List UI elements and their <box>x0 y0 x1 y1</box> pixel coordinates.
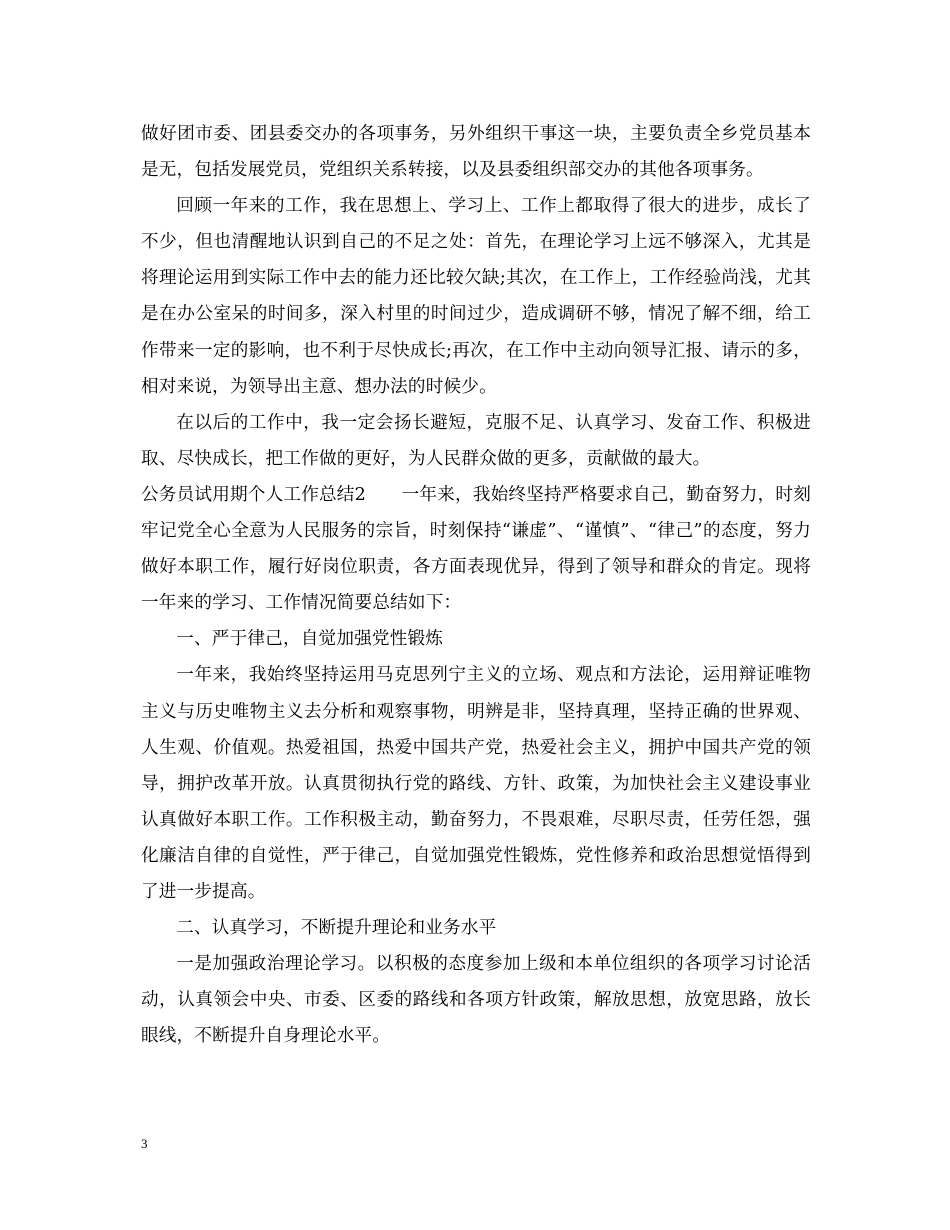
section-heading-2: 二、认真学习，不断提升理论和业务水平 <box>176 918 497 939</box>
paragraph-summary-2-intro: 公务员试用期个人工作总结2 一年来，我始终坚持严格要求自己，勤奋努力，时刻牢记党全心全意为人民服务的宗旨，时刻保持“谦虚”、“谨慎”、“律己”的态度，努力做好本职工作，履行好岗位职责，各方面表现优异，得到了领导和群众的肯定。现将一年来的学习、工作情况简要总结如下： <box>141 484 811 614</box>
section-heading-1: 一、严于律己，自觉加强党性锻炼 <box>176 629 444 650</box>
paragraph-future-work: 在以后的工作中，我一定会扬长避短，克服不足、认真学习、发奋工作、积极进取、尽快成长，把工作做的更好，为人民群众做的更多，贡献做的最大。 <box>141 412 811 469</box>
paragraph-continuation: 做好团市委、团县委交办的各项事务，另外组织干事这一块，主要负责全乡党员基本是无，包括发展党员，党组织关系转接，以及县委组织部交办的其他各项事务。 <box>141 124 811 181</box>
paragraph-political-study: 一是加强政治理论学习。以积极的态度参加上级和本单位组织的各项学习讨论活动，认真领会中央、市委、区委的路线和各项方针政策，解放思想，放宽思路，放长眼线，不断提升自身理论水平。 <box>141 954 811 1047</box>
page-number: 3 <box>141 1136 148 1151</box>
document-body <box>141 116 811 1054</box>
paragraph-review: 回顾一年来的工作，我在思想上、学习上、工作上都取得了很大的进步，成长了不少，但也清醒地认识到自己的不足之处：首先，在理论学习上远不够深入，尤其是将理论运用到实际工作中去的能力还比较欠缺;其次，在工作上，工作经验尚浅，尤其是在办公室呆的时间多，深入村里的时间过少，造成调研不够，情况了解不细，给工作带来一定的影响，也不利于尽快成长;再次，在工作中主动向领导汇报、请示的多，相对来说，为领导出主意、想办法的时候少。 <box>141 196 811 397</box>
paragraph-party-discipline: 一年来，我始终坚持运用马克思列宁主义的立场、观点和方法论，运用辩证唯物主义与历史唯物主义去分析和观察事物，明辨是非，坚持真理，坚持正确的世界观、人生观、价值观。热爱祖国，热爱中国共产党，热爱社会主义，拥护中国共产党的领导，拥护改革开放。认真贯彻执行党的路线、方针、政策，为加快社会主义建设事业认真做好本职工作。工作积极主动，勤奋努力，不畏艰难，尽职尽责，任劳任怨，强化廉洁自律的自觉性，严于律己，自觉加强党性锻炼，党性修养和政治思想觉悟得到了进一步提高。 <box>141 665 811 902</box>
